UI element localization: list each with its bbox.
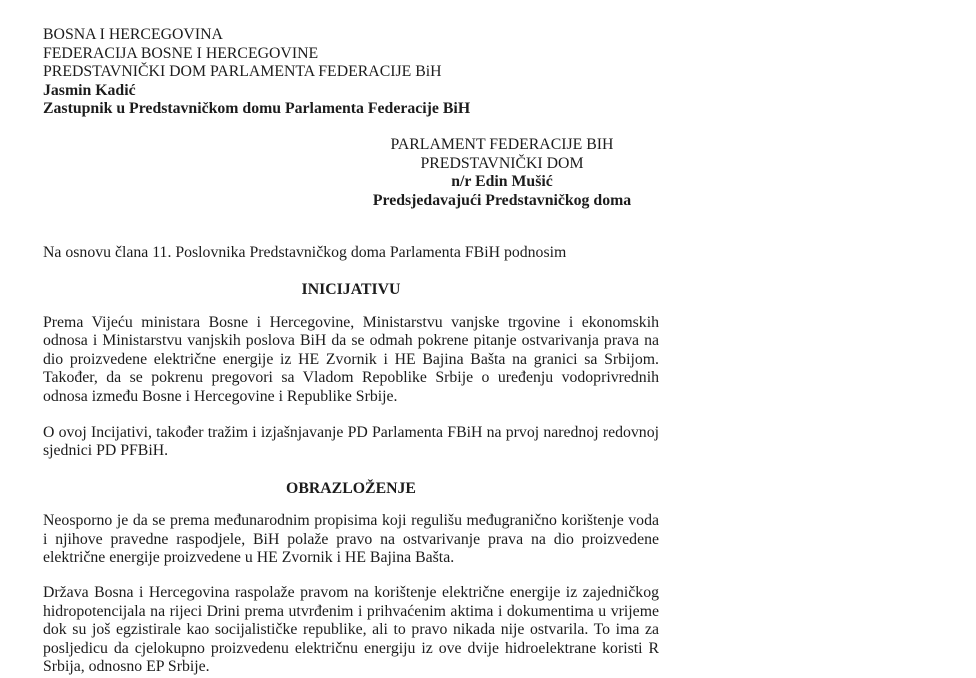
recipient-address-block xyxy=(347,136,657,210)
paragraph-line: dio proizvedene električne energije iz HE Zvornik i HE Bajina Bašta na granici sa Srbijom. xyxy=(43,350,659,368)
rationale-paragraph-1 xyxy=(43,512,659,568)
rationale-paragraph-2 xyxy=(43,584,659,677)
paragraph-line: O ovoj Incijativi, također tražim i izjašnjavanje PD Parlamenta FBiH na prvoj narednoj redovnoj xyxy=(43,423,659,441)
paragraph-line: Država Bosna i Hercegovina raspolaže pravom na korištenje električne energije iz zajedničkog xyxy=(43,584,659,602)
legal-basis-line: Na osnovu člana 11. Poslovnika Predstavničkog doma Parlamenta FBiH podnosim xyxy=(43,244,567,262)
paragraph-line: posljedicu da cjelokupno proizvedenu električnu energiju iz ove dvije hidroelektrane koristi R xyxy=(43,639,659,657)
recipient-line-attention-name: n/r Edin Mušić xyxy=(451,173,553,191)
initiative-paragraph-2 xyxy=(43,424,659,461)
recipient-line-house: PREDSTAVNIČKI DOM xyxy=(420,154,584,172)
paragraph-line: Prema Vijeću ministara Bosne i Hercegovine, Ministarstvu vanjske trgovine i ekonomskih xyxy=(43,313,659,331)
sender-line-institution-house: PREDSTAVNIČKI DOM PARLAMENTA FEDERACIJE BiH xyxy=(43,63,442,81)
recipient-line-attention-title: Predsjedavajući Predstavničkog doma xyxy=(372,191,632,209)
paragraph-line: odnosa i Ministarstvu vanjskih poslova BiH da se odmah pokrene pitanje ostvarivanja prava na xyxy=(43,332,659,350)
sender-line-title: Zastupnik u Predstavničkom domu Parlamenta Federacije BiH xyxy=(43,100,471,118)
paragraph-line: Srbija, odnosno EP Srbije. xyxy=(43,658,210,676)
recipient-line-parliament: PARLAMENT FEDERACIJE BIH xyxy=(390,135,614,153)
sender-address-block xyxy=(43,26,659,119)
sender-line-name: Jasmin Kadić xyxy=(43,81,136,99)
paragraph-line: sjednici PD PFBiH. xyxy=(43,442,169,460)
paragraph-line: hidropotencijala na rijeci Drini prema utvrđenim i prihvaćenim aktima i dokumentima u vrijeme xyxy=(43,602,659,620)
paragraph-line: odnosa između Bosne i Hercegovine i Republike Srbije. xyxy=(43,387,398,405)
initiative-paragraph-1 xyxy=(43,314,659,407)
sender-line-institution-federation: FEDERACIJA BOSNE I HERCEGOVINE xyxy=(43,44,319,62)
initiative-heading: INICIJATIVU xyxy=(301,280,401,298)
rationale-heading: OBRAZLOŽENJE xyxy=(286,479,416,497)
paragraph-line: Neosporno je da se prema međunarodnim propisima koji regulišu međugranično korištenje voda xyxy=(43,512,659,530)
sender-line-institution-state: BOSNA I HERCEGOVINA xyxy=(43,26,223,43)
paragraph-line: Također, da se pokrenu pregovori sa Vladom Repoblike Srbije o uređenju vodoprivrednih xyxy=(43,369,659,387)
paragraph-line: dok su još egzistirale kao socijalističke republike, ali to pravo nikada nije ostvarila. To ima za xyxy=(43,621,659,639)
paragraph-line: i njihove pravedne raspodjele, BiH polaže pravo na ostvarivanje prava na dio proizvedene xyxy=(43,530,659,548)
paragraph-line: električne energije proizvedene u HE Zvornik i HE Bajina Bašta. xyxy=(43,549,455,567)
document-content xyxy=(43,26,659,677)
